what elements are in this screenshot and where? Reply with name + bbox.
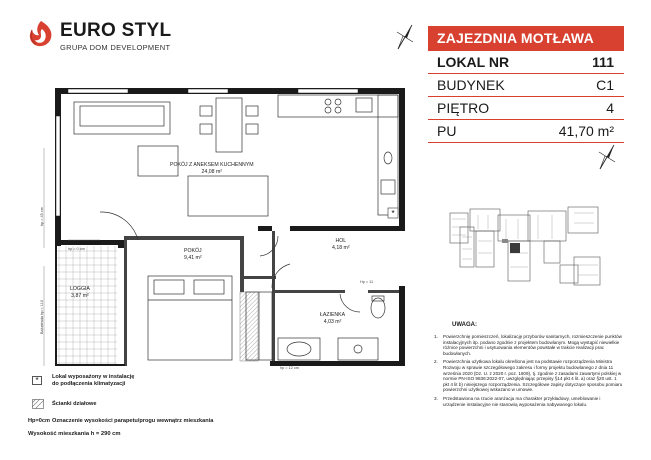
note-item [434,334,624,356]
apartment-info-panel [428,26,624,143]
note-number: 2. [434,359,438,365]
room-name: HOL [335,238,347,244]
partition-wall [240,292,258,361]
legend-ac-line: do podłączenia klimatyzacji [52,381,126,387]
svg-text:*: * [391,209,395,218]
info-value: C1 [596,77,614,93]
floor-plan [38,76,416,370]
partition-wall-hatch-icon [32,399,44,409]
info-value: 4 [606,100,614,116]
info-key: PIĘTRO [437,100,490,116]
info-row-pietro [428,97,624,120]
notes-section [434,322,624,410]
info-value: 111 [592,54,614,70]
room-label-living [170,162,254,176]
info-key: PU [437,123,457,139]
room-label-hall [332,238,350,252]
room-area: 24,08 m² [201,169,223,175]
info-key: LOKAL NR [437,54,510,70]
note-text: Powierzchnię pomieszczeń, lokalizację przyborów sanitarnych, rozmieszczenie punktów instalacyjnych itp. podano zgodnie z projektem budowlanym. Mogą wystąpić niewielkie różnice powierzchni i usytuowania elementów powstałe w trakcie realizacji prac budowlanych. [443,334,622,356]
compass-icon [392,22,418,52]
threshold-label: hp = 12 cm [280,366,299,370]
threshold-label: hp = 0 cm [68,247,85,251]
legend-partition-text: Ścianki działowe [52,401,97,407]
info-row-budynek [428,74,624,97]
floor-plan-drawing [38,76,416,370]
brand-name: EURO STYL [60,20,172,41]
info-row-pu [428,120,624,143]
notes-title: UWAGA: [452,322,477,328]
legend-ac-text [52,374,134,388]
balustrade-label: Balustrada hp = 110 [40,300,44,334]
brand-logo [28,18,178,58]
brand-flame-icon [28,20,54,48]
room-name: POKÓJ Z ANEKSEM KUCHENNYM [170,162,254,168]
room-area: 4,03 m² [323,319,342,325]
legend-code: Hp=0cm [28,418,50,424]
air-conditioning-icon: * [32,376,42,385]
compass-icon [594,142,620,172]
note-item [434,396,624,407]
room-label-bath [320,312,345,326]
room-area: 3,87 m² [71,293,89,299]
room-name: LOGGIA [70,286,90,292]
room-name: POKÓJ [184,248,202,254]
note-text: Powierzchnia użytkowa lokalu określona jest na podstawie rozporządzenia Ministra Rozwoju w sprawie szczegółowego zakresu i formy projektu budowlanego z dnia 11 września 2020 (Dz. U. z 2020 r. poz. 1609), tj. zgodnie z zasadami zawartymi polskiej w normie PN-ISO 9836:2022-07, uwzględniając przepisy §14 pkt 4 lit. a) oraz §20 ust. 1 pkt 4 lit b) niniejszego rozporządzenia. Szczegółowe zapisy dotyczące sposobu pomiaru powierzchni użytkowej wskazano w umowie. [443,359,623,393]
room-label-loggia [70,286,90,300]
building-key-plan [448,205,610,305]
threshold-label: Hp = 11 [360,280,374,284]
sill-height-label: hp = 45 cm [40,207,44,226]
apartment-height-note: Wysokość mieszkania h = 290 cm [28,431,121,437]
note-item [434,359,624,393]
note-number: 1. [434,334,438,339]
room-area: 4,18 m² [332,245,350,251]
room-name: ŁAZIENKA [320,312,346,318]
room-area: 9,41 m² [184,255,202,261]
info-value: 41,70 m² [558,123,614,139]
project-title: ZAJEZDNIA MOTŁAWA [428,26,624,51]
loggia-floor [55,246,117,366]
brand-subtitle: GRUPA DOM DEVELOPMENT [60,43,171,52]
legend-ac-line: Lokal wyposażony w instalację [52,374,135,380]
info-row-lokal [428,51,624,74]
note-number: 3. [434,395,438,401]
legend-code-text: Oznaczenie wysokości parapetu/progu wewnątrz mieszkania [52,418,214,424]
room-label-room [184,248,202,262]
info-key: BUDYNEK [437,77,505,93]
note-text: Przedstawiona na rzucie aranżacja ma charakter przykładowy, umeblowanie i urządzenie instalacyjne nie stanowią wyposażenia nabywanego lokalu. [443,395,601,407]
